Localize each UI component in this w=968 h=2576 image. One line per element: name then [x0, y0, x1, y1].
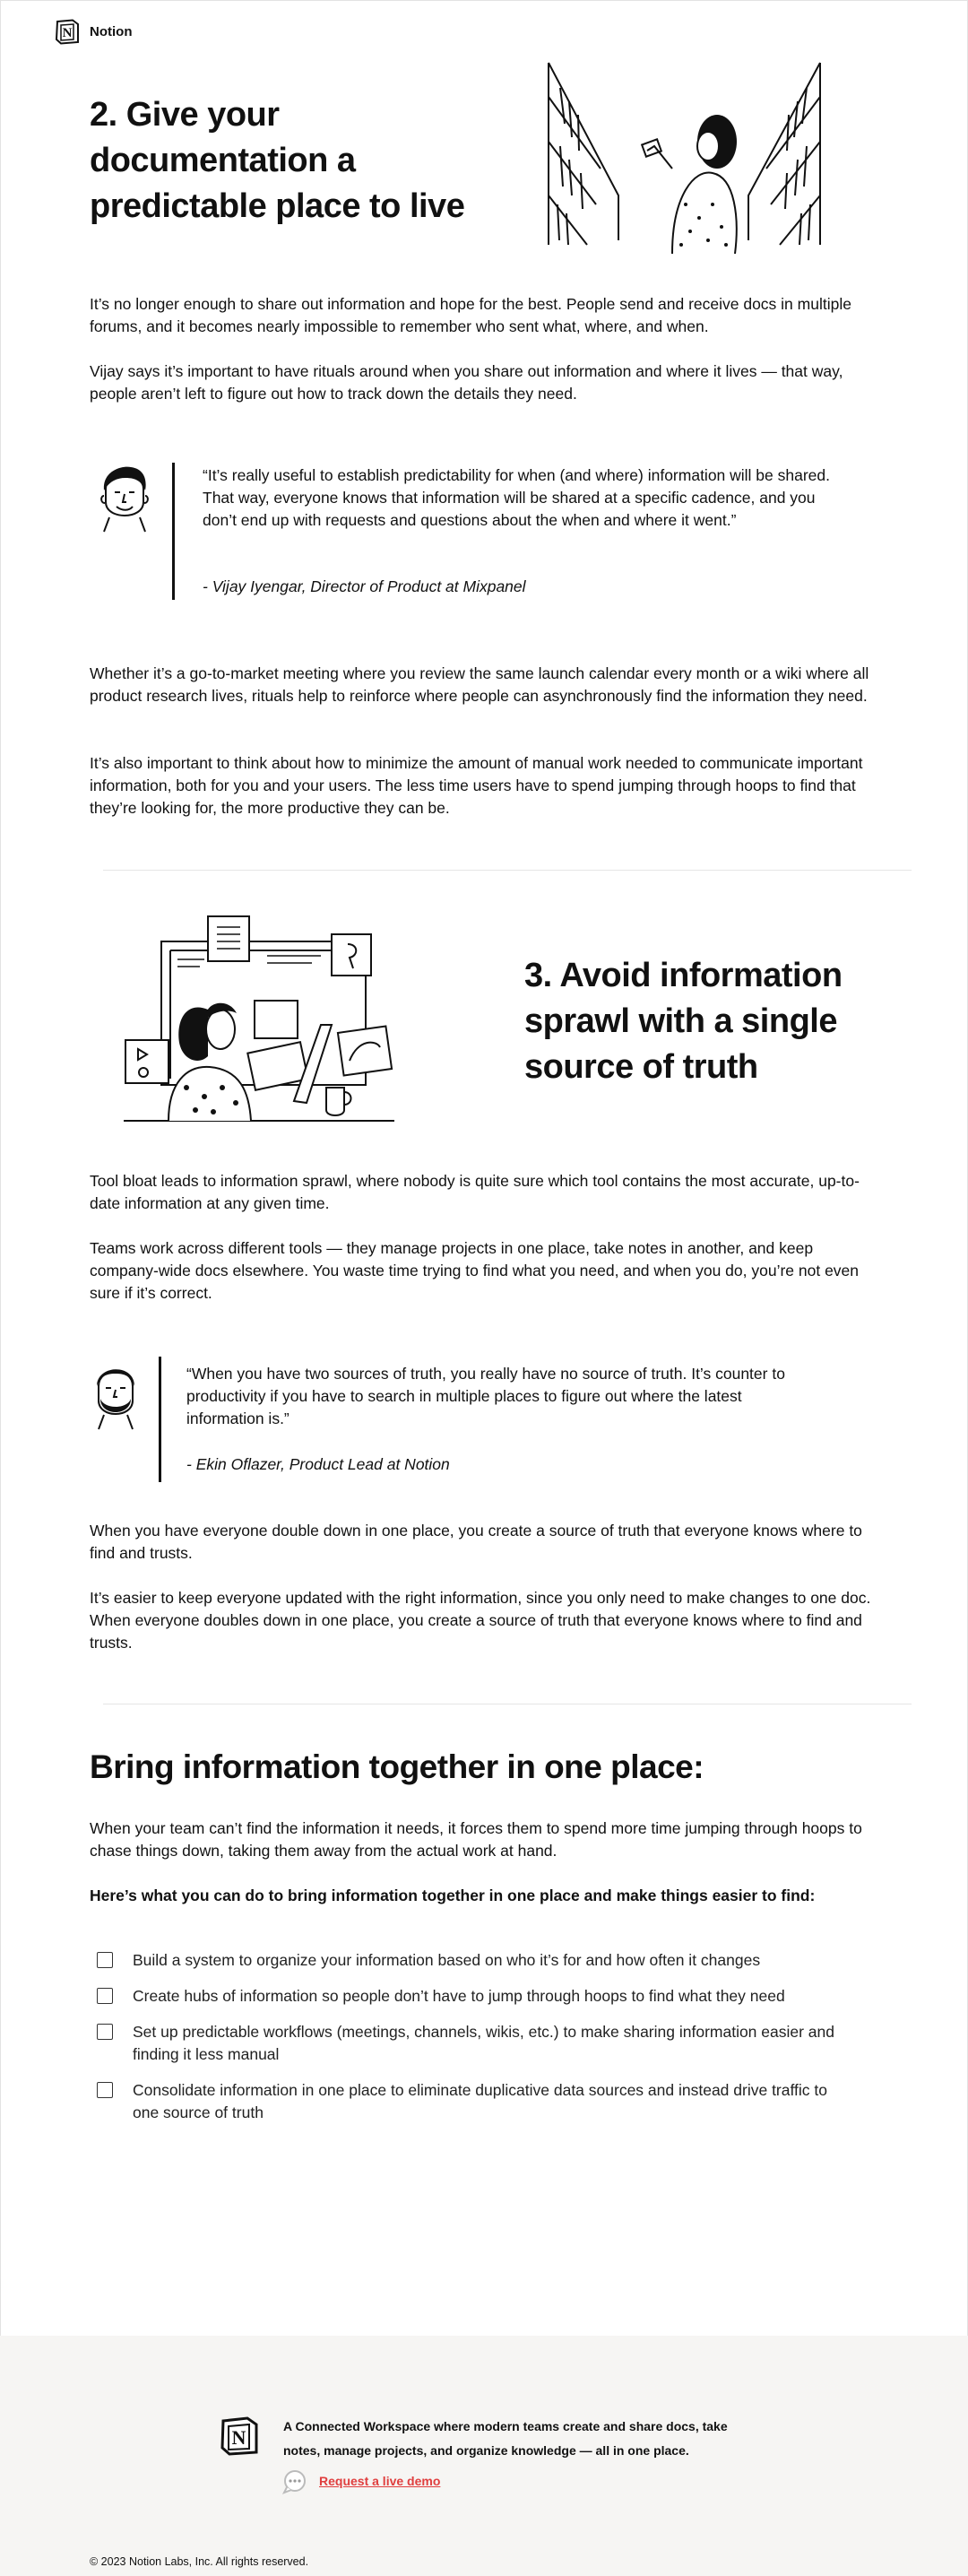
divider-1 [103, 870, 912, 871]
quote-1-bar [172, 463, 175, 600]
section-3-paragraph-1: Tool bloat leads to information sprawl, where nobody is quite sure which tool contains the most accurate, up-to-date information at any given time. [90, 1172, 860, 1212]
footer-tagline: A Connected Workspace where modern teams create and share docs, take notes, manage projects, and organize knowledge — all in one place. [283, 2419, 728, 2458]
checklist-item-text: Consolidate information in one place to eliminate duplicative data sources and instead drive traffic to one source of truth [133, 2081, 827, 2121]
checkbox[interactable] [97, 1988, 113, 2004]
library-illustration [547, 61, 825, 254]
checklist-item-text: Create hubs of information so people don’t have to jump through hoops to find what they need [133, 1987, 785, 2005]
quote-2-bar [159, 1357, 161, 1482]
ekin-avatar [91, 1361, 140, 1431]
vijay-avatar [95, 462, 154, 533]
quote-1-text: “It’s really useful to establish predictability for when (and where) information will be shared. That way, everyone knows that information will be shared at a specific cadence, and you don’t end up with requests and questions about the when and where it went.” [203, 466, 831, 529]
checkbox[interactable] [97, 2082, 113, 2098]
section-2-paragraph-3: Whether it’s a go-to-market meeting where you review the same launch calendar every month or a wiki where all product research lives, rituals help to reinforce where people can asynchronously find the information they need. [90, 664, 869, 705]
section-3-paragraph-3: When you have everyone double down in one place, you create a source of truth that everyone knows where to find and trusts. [90, 1522, 862, 1562]
section-2-title: 2. Give your documentation a predictable place to live [90, 96, 465, 225]
summary-title: Bring information together in one place: [90, 1748, 704, 1785]
copyright: © 2023 Notion Labs, Inc. All rights reserved. [90, 2555, 309, 2568]
section-2-paragraph-2: Vijay says it’s important to have rituals around when you share out information and where it lives — that way, people aren’t left to figure out how to track down the details they need. [90, 362, 843, 403]
quote-1-attribution: - Vijay Iyengar, Director of Product at Mixpanel [203, 577, 526, 595]
header-logo[interactable] [54, 18, 132, 45]
checkbox[interactable] [97, 1952, 113, 1968]
section-3-title: 3. Avoid information sprawl with a single source of truth [524, 957, 843, 1086]
checklist-item[interactable] [97, 2021, 868, 2066]
checkbox[interactable] [97, 2024, 113, 2040]
checklist-item[interactable] [97, 1985, 868, 2008]
chat-bubble-icon [281, 2469, 308, 2494]
checklist-item-text: Build a system to organize your information based on who it’s for and how often it changes [133, 1951, 761, 1969]
footer-notion-logo-icon[interactable] [219, 2416, 260, 2457]
checklist-item[interactable] [97, 2079, 868, 2124]
svg-text:N: N [231, 2426, 246, 2449]
summary-intro: When your team can’t find the information it needs, it forces them to spend more time jumping through hoops to chase things down, taking them away from the actual work at hand. [90, 1819, 862, 1860]
checklist-item-text: Set up predictable workflows (meetings, channels, wikis, etc.) to make sharing information easier and finding it less manual [133, 2023, 835, 2063]
notion-logo-icon [54, 18, 81, 45]
section-3-paragraph-2: Teams work across different tools — they manage projects in one place, take notes in another, and keep company-wide docs elsewhere. You waste time trying to find what you need, and when you do, you’re not even sure if it’s correct. [90, 1239, 860, 1302]
summary-lead: Here’s what you can do to bring information together in one place and make things easier to find: [90, 1886, 816, 1904]
svg-text:N: N [62, 26, 73, 40]
quote-2-text: “When you have two sources of truth, you really have no source of truth. It’s counter to productivity if you have to search in multiple places to figure out where the latest information is.” [186, 1365, 785, 1427]
workspace-illustration [124, 913, 394, 1123]
checklist-item[interactable] [97, 1949, 868, 1972]
quote-2-attribution: - Ekin Oflazer, Product Lead at Notion [186, 1455, 450, 1473]
section-2-paragraph-4: It’s also important to think about how to minimize the amount of manual work needed to communicate important information, both for you and your users. The less time users have to spend jumping through hoops to find that they’re looking for, the more productive they can be. [90, 754, 863, 817]
request-demo-link[interactable]: Request a live demo [319, 2474, 441, 2488]
section-2-paragraph-1: It’s no longer enough to share out information and hope for the best. People send and receive docs in multiple forums, and it becomes nearly impossible to remember who sent what, where, and when. [90, 295, 851, 335]
brand-name: Notion [90, 23, 133, 39]
section-3-paragraph-4: It’s easier to keep everyone updated with the right information, since you only need to make changes to one doc. When everyone doubles down in one place, you create a source of truth that everyone knows where to find and trusts. [90, 1589, 871, 1652]
